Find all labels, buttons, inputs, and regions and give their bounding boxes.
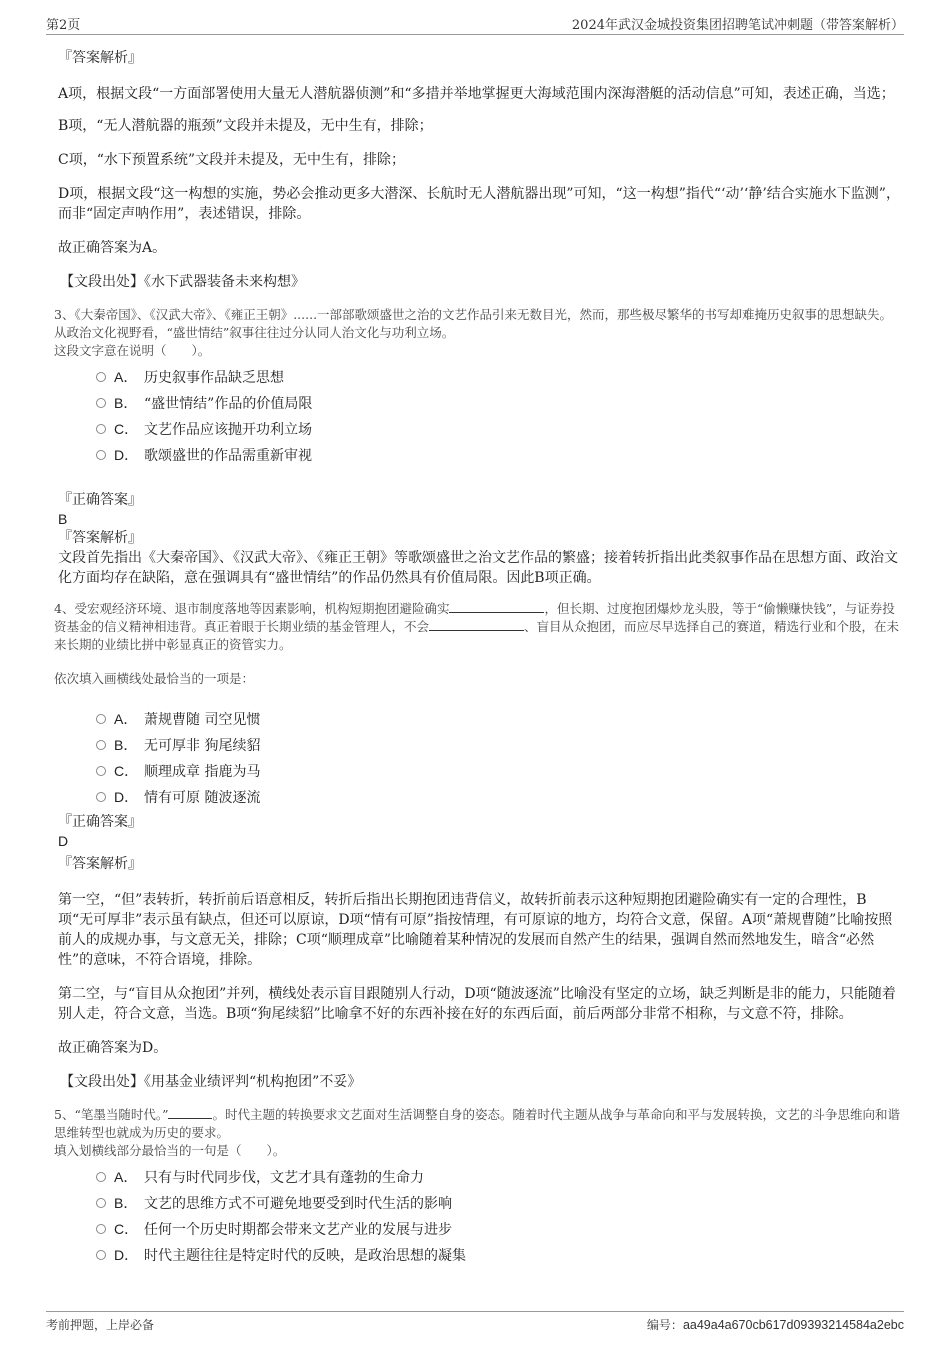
option-d[interactable]: D． 歌颂盛世的作品需重新审视 [96, 442, 900, 468]
question-3-options [96, 364, 900, 468]
radio-icon[interactable] [96, 792, 106, 802]
option-d[interactable]: D． 情有可原 随波逐流 [96, 784, 900, 810]
option-b[interactable]: B． 无可厚非 狗尾续貂 [96, 732, 900, 758]
option-a[interactable]: A． 历史叙事作品缺乏思想 [96, 364, 900, 390]
question-5-prompt: 填入划横线部分最恰当的一句是（ ）。 [54, 1143, 286, 1158]
analysis-option-a: A项，根据文段“一方面部署使用大量无人潜航器侦测”和“多措并举地掌握更大海域范围内深海潜艇的活动信息”可知，表述正确，当选； [58, 86, 895, 102]
page-header [46, 12, 904, 35]
option-c[interactable]: C． 任何一个历史时期都会带来文艺产业的发展与进步 [96, 1216, 900, 1242]
document-code: 编号：aa49a4a670cb617d09393214584a2ebc [646, 1318, 904, 1332]
document-title: 2024年武汉金城投资集团招聘笔试冲刺题（带答案解析） [571, 18, 904, 33]
radio-icon[interactable] [96, 1172, 106, 1182]
question-3-prompt: 这段文字意在说明（ ）。 [54, 343, 211, 358]
radio-icon[interactable] [96, 372, 106, 382]
option-d[interactable]: D． 时代主题往往是特定时代的反映，是政治思想的凝集 [96, 1242, 900, 1268]
radio-icon[interactable] [96, 424, 106, 434]
radio-icon[interactable] [96, 740, 106, 750]
option-b[interactable]: B． “盛世情结”作品的价值局限 [96, 390, 900, 416]
analysis-text: 文段首先指出《大秦帝国》、《汉武大帝》、《雍正王朝》等歌颂盛世之治文艺作品的繁盛；接着转折指出此类叙事作品在思想方面、政治文化方面均存在缺陷，意在强调具有“盛世情结”的作品仍然具有价值局限。因此B项正确。 [58, 550, 898, 586]
analysis-option-d: D项，根据文段“这一构想的实施，势必会推动更多大潜深、长航时无人潜航器出现”可知，“这一构想”指代“‘动’‘静’结合实施水下监测”，而非“固定声呐作用”，表述错误，排除。 [58, 186, 900, 222]
conclusion: 故正确答案为A。 [58, 240, 167, 256]
radio-icon[interactable] [96, 1250, 106, 1260]
blank-line [429, 618, 524, 631]
radio-icon[interactable] [96, 1224, 106, 1234]
option-c[interactable]: C． 顺理成章 指鹿为马 [96, 758, 900, 784]
conclusion: 故正确答案为D。 [58, 1040, 168, 1056]
blank-line [168, 1106, 212, 1119]
correct-answer-tag: 『正确答案』 [58, 814, 142, 830]
question-3-text: 3、《大秦帝国》、《汉武大帝》、《雍正王朝》......一部部歌颂盛世之治的文艺作品引来无数目光，然而，那些极尽繁华的书写却难掩历史叙事的思想缺失。从政治文化视野看，“盛世情结”叙事往往过分认同人治文化与功利立场。 [54, 307, 893, 340]
option-a[interactable]: A． 萧规曹随 司空见惯 [96, 706, 900, 732]
page-number: 第2页 [46, 18, 81, 33]
analysis-tag: 『答案解析』 [58, 530, 142, 546]
analysis-tag: 『答案解析』 [58, 50, 142, 66]
analysis-option-b: B项，“无人潜航器的瓶颈”文段并未提及，无中生有，排除； [58, 118, 433, 134]
correct-answer: D [58, 833, 69, 849]
option-a[interactable]: A． 只有与时代同步伐，文艺才具有蓬勃的生命力 [96, 1164, 900, 1190]
blank-line [449, 600, 544, 613]
source-citation: 【文段出处】《水下武器装备未来构想》 [60, 274, 305, 290]
question-4-prompt: 依次填入画横线处最恰当的一项是： [54, 671, 255, 686]
question-5-text: 5、“笔墨当随时代。” 。时代主题的转换要求文艺面对生活调整自身的姿态。随着时代主题从战争与革命向和平与发展转换，文艺的斗争思维向和谐思维转型也就成为历史的要求。 [54, 1107, 900, 1140]
question-5-options [96, 1164, 900, 1268]
correct-answer: B [58, 511, 68, 527]
analysis-paragraph-1: 第一空，“但”表转折，转折前后语意相反，转折后指出长期抱团违背信义，故转折前表示这种短期抱团避险确实有一定的合理性，B项“无可厚非”表示虽有缺点，但还可以原谅，D项“情有可原”指按情理，有可原谅的地方，均符合文意，保留。A项“萧规曹随”比喻按照前人的成规办事，与文意无关，排除；C项“顺理成章”比喻随着某种情况的发展而自然产生的结果，强调自然而然地发生，暗含“必然性”的意味，不符合语境，排除。 [58, 892, 893, 968]
analysis-tag: 『答案解析』 [58, 856, 142, 872]
question-4-text: 4、受宏观经济环境、退市制度落地等因素影响，机构短期抱团避险确实 ，但长期、过度抱团爆炒龙头股，等于“偷懒赚快钱”，与证券投资基金的信义精神相违背。真正着眼于长期业绩的基金管理人，不会 、盲目从众抱团，而应尽早选择自己的赛道，精选行业和个股，在未来长期的业绩比拼中彰显真正的资管实力。 [54, 601, 900, 652]
radio-icon[interactable] [96, 766, 106, 776]
radio-icon[interactable] [96, 714, 106, 724]
option-b[interactable]: B． 文艺的思维方式不可避免地要受到时代生活的影响 [96, 1190, 900, 1216]
option-c[interactable]: C． 文艺作品应该抛开功利立场 [96, 416, 900, 442]
main-content [54, 44, 900, 1268]
footer-slogan: 考前押题，上岸必备 [46, 1318, 155, 1332]
question-4-options [96, 706, 900, 810]
source-citation: 【文段出处】《用基金业绩评判“机构抱团”不妥》 [60, 1074, 362, 1090]
analysis-paragraph-2: 第二空，与“盲目从众抱团”并列，横线处表示盲目跟随别人行动，D项“随波逐流”比喻没有坚定的立场，缺乏判断是非的能力，只能随着别人走，符合文意，当选。B项“狗尾续貂”比喻拿不好的东西补接在好的东西后面，前后两部分非常不相称，与文意不符，排除。 [58, 986, 896, 1022]
correct-answer-tag: 『正确答案』 [58, 492, 142, 508]
radio-icon[interactable] [96, 1198, 106, 1208]
analysis-option-c: C项，“水下预置系统”文段并未提及，无中生有，排除； [58, 152, 406, 168]
radio-icon[interactable] [96, 398, 106, 408]
radio-icon[interactable] [96, 450, 106, 460]
page-footer [46, 1311, 904, 1336]
